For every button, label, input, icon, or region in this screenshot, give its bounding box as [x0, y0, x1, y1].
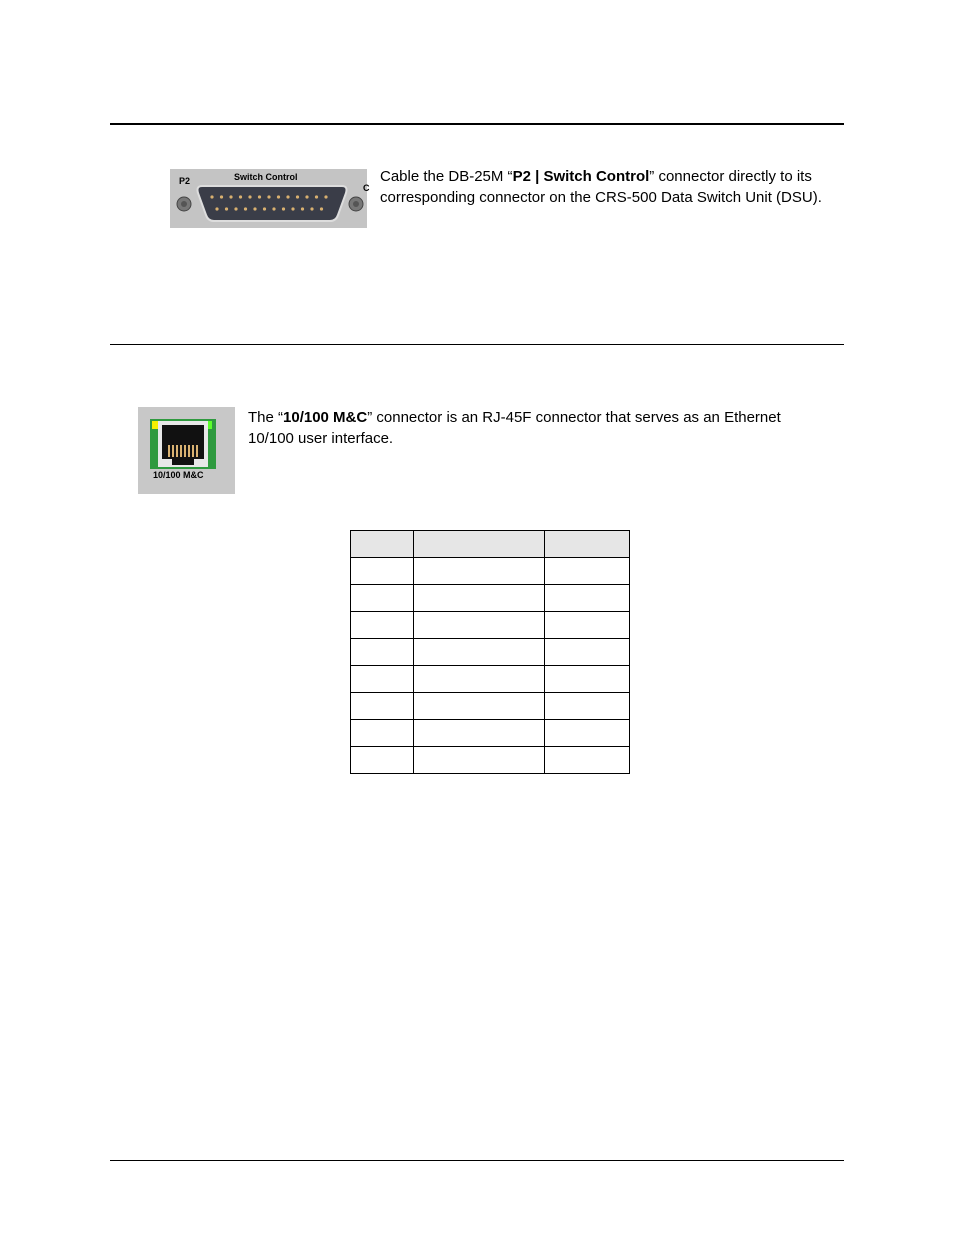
svg-text:C: C — [363, 183, 370, 193]
footer-rule — [110, 1160, 844, 1161]
table-cell — [414, 585, 545, 612]
table-row — [351, 639, 630, 666]
table-cell — [351, 747, 414, 774]
switch-control-description: Cable the DB-25M “P2 | Switch Control” connector directly to its corresponding connector on the CRS-500 Data Switch Unit (DSU). — [380, 168, 822, 206]
connector-label: P2 — [179, 176, 191, 186]
table-row — [351, 558, 630, 585]
table-row — [351, 666, 630, 693]
table-cell — [414, 666, 545, 693]
header-cell — [351, 531, 414, 558]
table-cell — [545, 747, 630, 774]
table-row — [351, 693, 630, 720]
table-cell — [545, 612, 630, 639]
table-cell — [414, 558, 545, 585]
table-cell — [545, 639, 630, 666]
table-header-row — [351, 531, 630, 558]
table-cell — [351, 693, 414, 720]
header-cell — [545, 531, 630, 558]
table-cell — [351, 585, 414, 612]
pinout-table — [350, 530, 630, 774]
table-cell — [414, 747, 545, 774]
table-cell — [351, 639, 414, 666]
table-cell — [545, 720, 630, 747]
table-cell — [351, 720, 414, 747]
table-row — [351, 612, 630, 639]
table-cell — [351, 612, 414, 639]
ethernet-description: The “10/100 M&C” connector is an RJ-45F connector that serves as an Ethernet 10/100 user interface. — [248, 409, 781, 447]
rj45-connector-image — [138, 407, 235, 494]
port-label: 10/100 M&C — [153, 470, 204, 480]
table-cell — [351, 558, 414, 585]
table-cell — [414, 639, 545, 666]
header-cell — [414, 531, 545, 558]
table-cell — [545, 585, 630, 612]
section-rule — [110, 344, 844, 345]
top-rule — [110, 123, 844, 125]
table-cell — [545, 693, 630, 720]
table-row — [351, 720, 630, 747]
table-row — [351, 747, 630, 774]
table-cell — [414, 693, 545, 720]
db25-connector-image — [170, 169, 370, 228]
table-cell — [414, 720, 545, 747]
table-cell — [414, 612, 545, 639]
table-row — [351, 585, 630, 612]
connector-title: Switch Control — [234, 172, 298, 182]
table-cell — [545, 558, 630, 585]
table-cell — [545, 666, 630, 693]
table-cell — [351, 666, 414, 693]
